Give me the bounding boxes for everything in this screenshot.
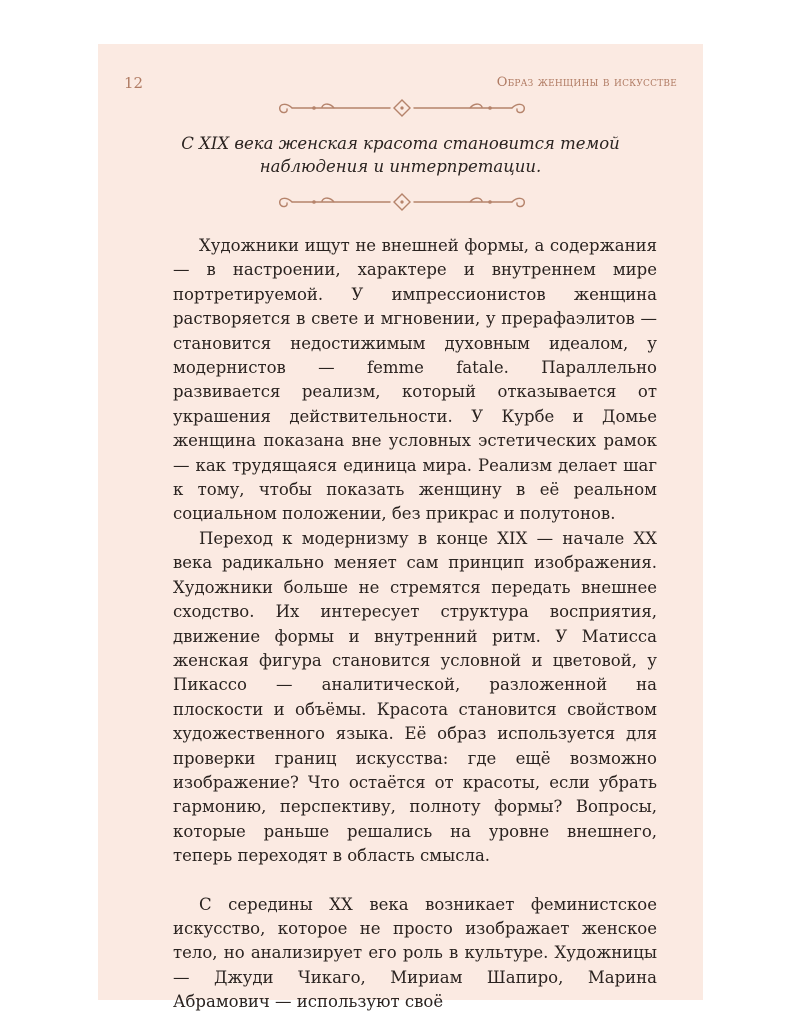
book-page bbox=[98, 44, 703, 1012]
epigraph-line-1: С XIX века женская красота становится темой bbox=[181, 134, 620, 153]
paragraph: Переход к модернизму в конце XIX — начале XX века радикально меняет сам принцип изображения. Художники больше не стремятся передать внешнее сходство. Их интересует структура восприятия, движение формы и внутренний ритм. У Матисса женская фигура становится условной и цветовой, у Пикассо — аналитической, разложенной на плоскости и объёмы. Красота становится свойством художественного языка. Её образ используется для проверки границ искусства: где ещё возможно изображение? Что остаётся от красоты, если убрать гармонию, перспективу, полноту формы? Вопросы, которые раньше решались на уровне внешнего, теперь переходят в область смысла. bbox=[173, 528, 657, 866]
paragraph: Художники ищут не внешней формы, а содержания — в настроении, характере и внутреннем мире портретируемой. У импрессионистов женщина растворяется в свете и мгновении, у прерафаэлитов — становится недостижимым духовным идеалом, у модернистов — femme fatale. Параллельно развивается реализм, который отказывается от украшения действительности. У Курбе и Домье женщина показана вне условных эстетических рамок — как трудящаяся единица мира. Реализм делает шаг к тому, чтобы показать женщину в её реальном социальном положении, без прикрас и полутонов. bbox=[173, 236, 657, 524]
epigraph-line-2: наблюдения и интерпретации. bbox=[259, 157, 542, 176]
running-title: Образ женщины в искусстве bbox=[496, 75, 677, 90]
page-number: 12 bbox=[124, 74, 144, 92]
bottom-flourish-divider-icon bbox=[274, 192, 530, 212]
running-head bbox=[98, 74, 703, 98]
top-flourish-divider-icon bbox=[274, 98, 530, 118]
paragraph: С середины XX века возникает феминистское искусство, которое не просто изображает женское тело, но анализирует его роль в культуре. Художницы — Джуди Чикаго, Мириам Шапиро, Марина Абрамович — используют своё bbox=[173, 894, 657, 1012]
body-text bbox=[173, 234, 657, 1015]
epigraph bbox=[138, 132, 663, 178]
